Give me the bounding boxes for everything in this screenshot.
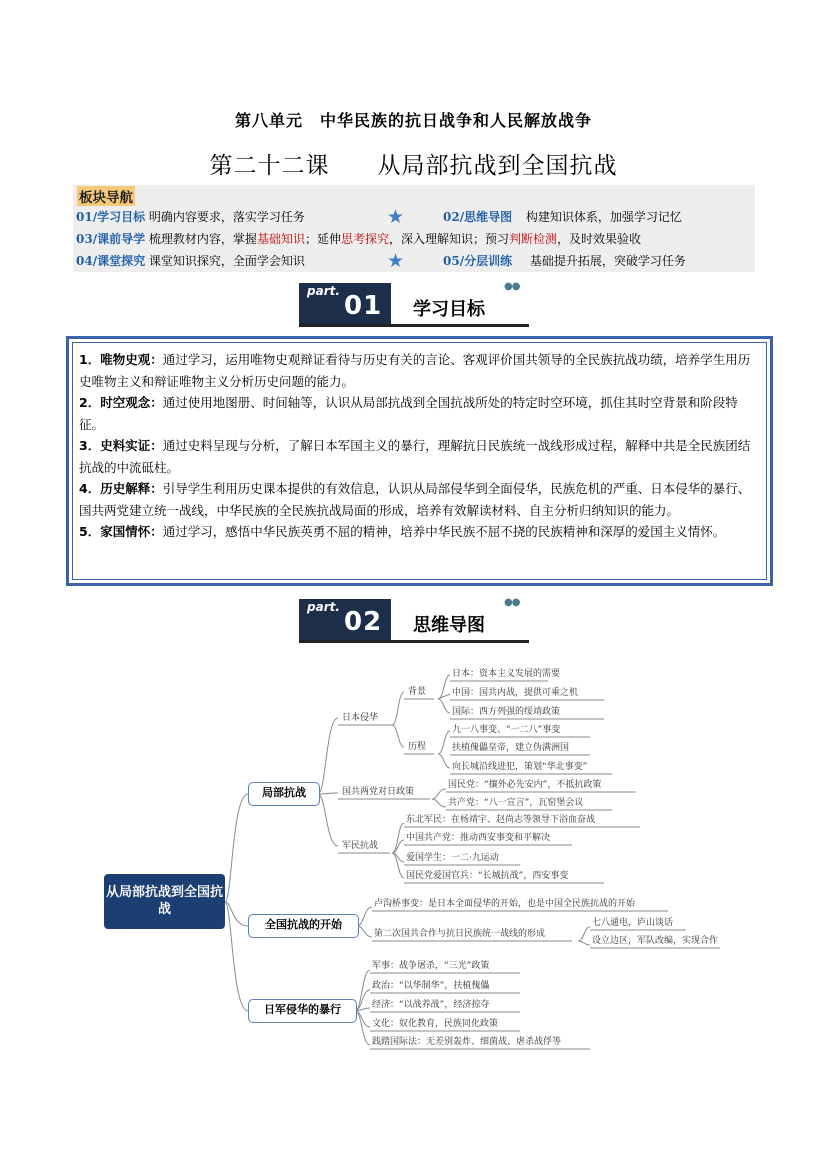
unit-title: 第八单元 中华民族的抗日战争和人民解放战争 <box>234 111 592 130</box>
nav-text-part: ，及时效果验收 <box>557 232 642 246</box>
goal-item: 5．家国情怀：通过学习，感悟中华民族英勇不屈的精神，培养中华民族不屈不挠的民族精神和深厚的爱国主义情怀。 <box>79 524 726 539</box>
nav-text-mind-map: 构建知识体系，加强学习记忆 <box>525 210 682 224</box>
mindmap-node: 东北军民：在杨靖宇、赵尚志等领导下浴血奋战 <box>406 815 596 825</box>
nav-tag-class-explore[interactable]: 04/课堂探究 <box>76 254 146 268</box>
goal-item: 3．史料实证：通过史料呈现与分析，了解日本军国主义的暴行，理解抗日民族统一战线形成过程，解释中共是全民族团结抗战的中流砥柱。 <box>79 438 751 475</box>
goal-text: 通过使用地图册、时间轴等，认识从局部抗战到全国抗战所处的特定时空环境，抓住其时空背景和阶段特征。 <box>79 395 738 432</box>
goal-item: 2．时空观念：通过使用地图册、时间轴等，认识从局部抗战到全国抗战所处的特定时空环境，抓住其时空背景和阶段特征。 <box>79 395 738 432</box>
nav-highlight-thinking: 思考探究 <box>340 232 389 246</box>
mindmap-node: 军事：战争屠杀，“三光”政策 <box>372 961 490 971</box>
mindmap-node: 文化：奴化教育，民族同化政策 <box>372 1019 499 1029</box>
part-title: 学习目标 <box>413 299 485 320</box>
mindmap-node: 军民抗战 <box>342 841 379 851</box>
mindmap-node: 历程 <box>408 742 427 752</box>
star-icon: ★ <box>387 250 405 272</box>
mindmap-branch-national-resistance: 全国抗战的开始 <box>248 914 359 938</box>
mindmap-node: 中国共产党：推动西安事变和平解决 <box>406 833 551 843</box>
goal-heading: 家国情怀： <box>100 524 163 539</box>
mindmap-branch-local-resistance: 局部抗战 <box>248 782 320 806</box>
mindmap-node: 七八通电，庐山谈话 <box>592 918 674 928</box>
leaf-icon: ●● <box>504 281 520 292</box>
goal-text: 通过学习，感悟中华民族英勇不屈的精神，培养中华民族不屈不挠的民族精神和深厚的爱国主义情怀。 <box>162 524 726 539</box>
mindmap-node: 第二次国共合作与抗日民族统一战线的形成 <box>374 929 546 939</box>
mindmap-node: 国民党爱国官兵：“长城抗战”，西安事变 <box>406 871 569 881</box>
mindmap-root: 从局部抗战到全国抗战 <box>104 874 225 929</box>
goal-text: 通过学习，运用唯物史观辩证看待与历史有关的言论、客观评价国共领导的全民族抗战功绩，培养学生用历史唯物主义和辩证唯物主义分析历史问题的能力。 <box>79 352 751 389</box>
mindmap-node: 爱国学生：一二·九运动 <box>406 853 499 863</box>
nav-tag-pre-class[interactable]: 03/课前导学 <box>76 232 146 246</box>
nav-text-tiered-training: 基础提升拓展，突破学习任务 <box>529 254 686 268</box>
mindmap-node: 日本：资本主义发展的需要 <box>452 669 561 679</box>
nav-heading: 板块导航 <box>77 186 135 206</box>
part-number: 02 <box>344 607 383 637</box>
mindmap-branch-atrocities: 日军侵华的暴行 <box>248 999 357 1023</box>
nav-text-part: ，深入理解知识；预习 <box>388 232 509 246</box>
lesson-title: 第二十二课 从局部抗战到全国抗战 <box>209 153 618 179</box>
goal-item: 1．唯物史观：通过学习，运用唯物史观辩证看待与历史有关的言论、客观评价国共领导的全民族抗战功绩，培养学生用历史唯物主义和辩证唯物主义分析历史问题的能力。 <box>79 352 751 389</box>
mindmap-node: 九一八事变、“一二八”事变 <box>452 725 561 735</box>
mindmap-node: 践踏国际法：无差别轰炸、细菌战、虐杀战俘等 <box>372 1037 562 1047</box>
mindmap-node: 政治：“以华制华”，扶植傀儡 <box>372 981 490 991</box>
goal-heading: 历史解释： <box>100 481 163 496</box>
goal-item: 4．历史解释：引导学生利用历史课本提供的有效信息，认识从局部侵华到全面侵华，民族危机的严重、日本侵华的暴行、国共两党建立统一战线，中华民族的全民族抗战局面的形成，培养有效解读材料、自主分析归纳知识的能力。 <box>79 481 751 518</box>
nav-highlight-check: 判断检测 <box>509 232 558 246</box>
nav-text-learning-goals: 明确内容要求，落实学习任务 <box>148 210 305 224</box>
nav-tag-learning-goals[interactable]: 01/学习目标 <box>76 210 146 224</box>
mindmap-node: 设立边区，军队改编，实现合作 <box>592 936 719 946</box>
nav-text-part: 梳理教材内容，掌握 <box>148 232 257 246</box>
part-label: part. <box>307 284 340 298</box>
mindmap-node: 国共两党对日政策 <box>342 787 415 797</box>
nav-tag-tiered-training[interactable]: 05/分层训练 <box>443 254 513 268</box>
goal-heading: 时空观念： <box>100 395 163 410</box>
nav-highlight-basics: 基础知识 <box>256 232 305 246</box>
mindmap-node: 共产党：“八一宣言”，瓦窑堡会议 <box>448 798 584 808</box>
mindmap-node: 中国：国共内战，提供可乘之机 <box>452 688 579 698</box>
goal-heading: 唯物史观： <box>100 352 163 367</box>
leaf-icon: ●● <box>504 597 520 608</box>
goal-text: 通过史料呈现与分析，了解日本军国主义的暴行，理解抗日民族统一战线形成过程，解释中共是全民族团结抗战的中流砥柱。 <box>79 438 751 475</box>
goal-heading: 史料实证： <box>100 438 163 453</box>
nav-tag-mind-map[interactable]: 02/思维导图 <box>443 210 513 224</box>
nav-text-part: ；延伸 <box>304 232 341 246</box>
mindmap-node: 卢沟桥事变：是日本全面侵华的开始，也是中国全民族抗战的开始 <box>374 899 636 909</box>
mindmap-node: 经济：“以战养战”，经济掠夺 <box>372 1000 490 1010</box>
mindmap-node: 国民党：“攘外必先安内”，不抵抗政策 <box>448 780 602 790</box>
mindmap-node: 国际：西方列强的绥靖政策 <box>452 707 561 717</box>
part-number: 01 <box>344 291 383 321</box>
nav-text-class-explore: 课堂知识探究，全面学会知识 <box>148 254 305 268</box>
goal-text: 引导学生利用历史课本提供的有效信息，认识从局部侵华到全面侵华，民族危机的严重、日本侵华的暴行、国共两党建立统一战线，中华民族的全民族抗战局面的形成，培养有效解读材料、自主分析归纳知识的能力。 <box>79 481 751 518</box>
mindmap-node: 扶植傀儡皇帝，建立伪满洲国 <box>452 743 570 753</box>
mindmap-node: 背景 <box>408 687 427 697</box>
mindmap-node: 日本侵华 <box>342 713 379 723</box>
part-title: 思维导图 <box>413 615 485 636</box>
star-icon: ★ <box>387 206 405 228</box>
mindmap-node: 向长城沿线进犯，策划“华北事变” <box>452 762 588 772</box>
part-label: part. <box>307 600 340 614</box>
